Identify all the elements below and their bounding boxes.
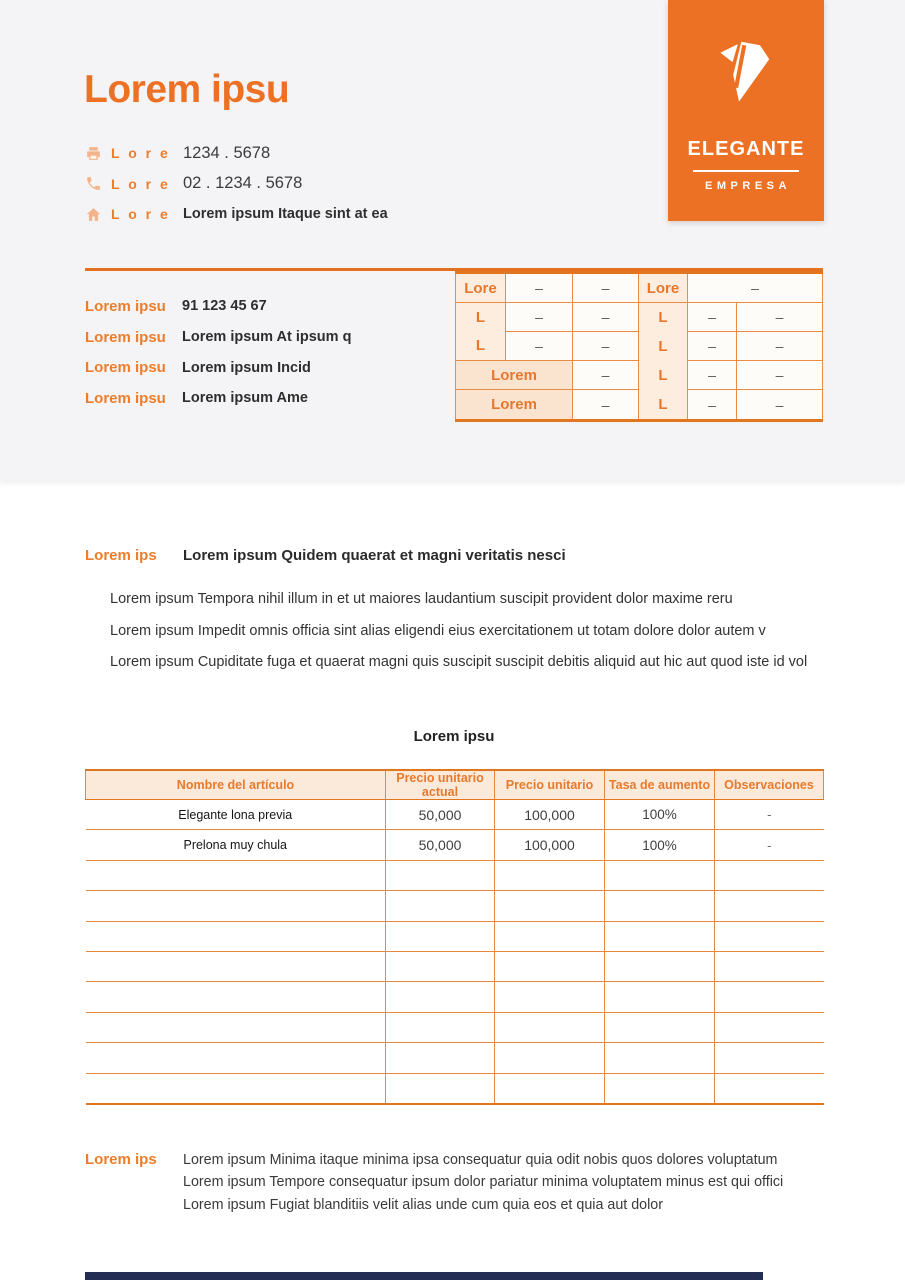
info-label: Lorem ipsu (85, 359, 166, 377)
section-paragraphs (183, 1151, 843, 1218)
table-cell (605, 891, 715, 921)
mini-table-label-line: L (658, 338, 668, 355)
table-cell (715, 1043, 824, 1073)
table-cell (605, 1073, 715, 1104)
table-title: Lorem ipsu (413, 728, 495, 745)
table-row (86, 1012, 824, 1042)
mini-table-label (639, 303, 688, 419)
table-cell (605, 982, 715, 1012)
paragraph: Lorem ipsum Minima itaque minima ipsa consequatur quia odit nobis quos dolores voluptatum (183, 1152, 778, 1168)
mini-table-dash-cell: – (737, 332, 823, 361)
mini-table-dash-cell: – (688, 303, 737, 332)
table-cell: 50,000 (386, 830, 495, 860)
mini-table-label-line: L (658, 396, 668, 413)
mini-table-dash-cell: – (573, 303, 639, 332)
contact-label: L o r e (111, 145, 171, 162)
table-cell (495, 1012, 605, 1042)
mini-table-label-line: L (475, 337, 486, 355)
table-cell (715, 1073, 824, 1104)
paragraph: Lorem ipsum Impedit omnis officia sint alias eligendi eius exercitationem ut totam dolore dolor autem v (110, 622, 766, 639)
contact-label: L o r e (111, 175, 171, 192)
table-cell: 50,000 (386, 800, 495, 830)
page-title: Lorem ipsu (84, 68, 290, 111)
mini-table-label-line: L (658, 367, 668, 384)
table-cell (605, 1043, 715, 1073)
section-label: Lorem ips (85, 547, 157, 564)
mini-table-dash-cell: – (688, 390, 737, 419)
paragraph: Lorem ipsum Tempora nihil illum in et ut maiores laudantium suscipit provident dolor maxime reru (110, 591, 733, 607)
mini-table-label-line: L (658, 309, 668, 326)
info-value: Lorem ipsum At ipsum q (182, 329, 352, 346)
mini-table-label: Lore (639, 274, 688, 303)
table-cell (715, 921, 824, 951)
price-table-header (86, 770, 824, 800)
info-value: Lorem ipsum Ame (182, 390, 308, 407)
mini-table-dash-cell: – (573, 332, 639, 361)
table-cell (86, 921, 386, 951)
mini-table-label (455, 303, 506, 361)
table-cell (86, 951, 386, 981)
contact-row-phone (85, 169, 388, 200)
table-row (86, 1073, 824, 1104)
table-cell (715, 891, 824, 921)
table-cell (86, 1073, 386, 1104)
home-icon (85, 206, 102, 223)
summary-mini-table (455, 271, 823, 422)
table-cell (715, 860, 824, 890)
table-cell (386, 921, 495, 951)
info-value: 91 123 45 67 (182, 298, 267, 315)
mini-table-dash-cell: – (688, 332, 737, 361)
table-cell (715, 1012, 824, 1042)
contact-label: L o r e (111, 206, 171, 223)
price-table-body (86, 800, 824, 1104)
table-cell (495, 860, 605, 890)
fax-number: 1234 . 5678 (183, 143, 271, 162)
paragraph: Lorem ipsum Tempore consequatur ipsum dolor pariatur minima voluptatem minus est qui offici (183, 1174, 784, 1191)
mini-table-dash-cell: – (573, 274, 639, 303)
table-cell: 100% (605, 800, 715, 830)
table-cell: - (715, 800, 824, 830)
brand-box (668, 0, 824, 221)
paragraph: Lorem ipsum Cupiditate fuga et quaerat magni quis suscipit suscipit debitis aliquid aut hic aut quod iste id vol (110, 654, 808, 670)
table-cell (605, 1012, 715, 1042)
table-cell (386, 1012, 495, 1042)
mini-table-dash-cell: – (688, 274, 823, 303)
column-header: Observaciones (715, 770, 824, 800)
table-cell (386, 951, 495, 981)
list-item (85, 322, 351, 353)
mini-table-label: Lorem (455, 390, 573, 419)
table-cell (605, 860, 715, 890)
mini-table-dash-cell: – (737, 303, 823, 332)
table-row (86, 800, 824, 830)
section-heading: Lorem ipsum Quidem quaerat et magni veritatis nesci (183, 547, 566, 564)
info-value: Lorem ipsum Incid (182, 359, 311, 376)
address-text: Lorem ipsum Itaque sint at ea (183, 206, 388, 223)
table-cell (495, 1043, 605, 1073)
table-cell (495, 921, 605, 951)
mini-table-dash-cell: – (688, 361, 737, 390)
table-cell (86, 982, 386, 1012)
mini-table-label: Lore (455, 274, 506, 303)
mini-table-dash-cell: – (573, 390, 639, 419)
table-cell (86, 891, 386, 921)
column-header: Precio unitario actual (386, 770, 495, 800)
table-cell (495, 982, 605, 1012)
mini-table-dash-cell: – (506, 332, 573, 361)
table-cell: 100% (605, 830, 715, 860)
table-row (86, 982, 824, 1012)
table-row (86, 951, 824, 981)
table-cell (86, 860, 386, 890)
table-row (86, 1043, 824, 1073)
brand-name: ELEGANTE (687, 138, 805, 160)
table-cell (715, 951, 824, 981)
mini-table-label: Lorem (455, 361, 573, 390)
printer-icon (85, 145, 102, 162)
section-label: Lorem ips (85, 1151, 157, 1168)
list-item (85, 291, 351, 322)
paragraph: Lorem ipsum Fugiat blanditiis velit alias unde cum quia eos et quia aut dolor (183, 1196, 664, 1213)
table-row (86, 830, 824, 860)
footer-accent-bar (85, 1272, 763, 1280)
table-cell (386, 860, 495, 890)
brand-subtitle: EMPRESA (705, 180, 791, 192)
mini-table-label-line: L (475, 308, 486, 326)
table-cell (386, 1043, 495, 1073)
table-cell: Prelona muy chula (86, 830, 386, 860)
table-cell (86, 1012, 386, 1042)
table-cell (86, 1043, 386, 1073)
column-header: Nombre del artículo (86, 770, 386, 800)
info-list (85, 291, 351, 414)
table-cell: Elegante lona previa (86, 800, 386, 830)
mini-table-dash-cell: – (573, 361, 639, 390)
table-row (86, 860, 824, 890)
table-cell (386, 982, 495, 1012)
table-cell (495, 1073, 605, 1104)
column-header: Precio unitario (495, 770, 605, 800)
header-row (86, 770, 824, 800)
info-label: Lorem ipsu (85, 297, 166, 315)
mini-table-dash-cell: – (737, 390, 823, 419)
table-row (86, 921, 824, 951)
table-cell (495, 891, 605, 921)
info-label: Lorem ipsu (85, 389, 166, 407)
section-paragraphs (110, 588, 840, 683)
table-cell (605, 951, 715, 981)
table-cell (605, 921, 715, 951)
table-cell (715, 982, 824, 1012)
list-item (85, 352, 351, 383)
brand-divider (693, 170, 799, 172)
mini-table-dash-cell: – (506, 303, 573, 332)
phone-number: 02 . 1234 . 5678 (183, 174, 303, 193)
contact-row-address (85, 199, 388, 230)
contact-row-fax (85, 138, 388, 169)
table-cell: - (715, 830, 824, 860)
mini-table-dash-cell: – (506, 274, 573, 303)
list-item (85, 383, 351, 414)
info-label: Lorem ipsu (85, 328, 166, 346)
contact-block (85, 138, 388, 230)
column-header: Tasa de aumento (605, 770, 715, 800)
mini-table-dash-cell: – (737, 361, 823, 390)
ribbon-flag-icon (716, 40, 776, 104)
phone-icon (85, 175, 102, 192)
table-cell: 100,000 (495, 800, 605, 830)
table-cell: 100,000 (495, 830, 605, 860)
table-row (86, 891, 824, 921)
table-cell (386, 891, 495, 921)
price-table (85, 769, 824, 1105)
table-cell (386, 1073, 495, 1104)
table-cell (495, 951, 605, 981)
